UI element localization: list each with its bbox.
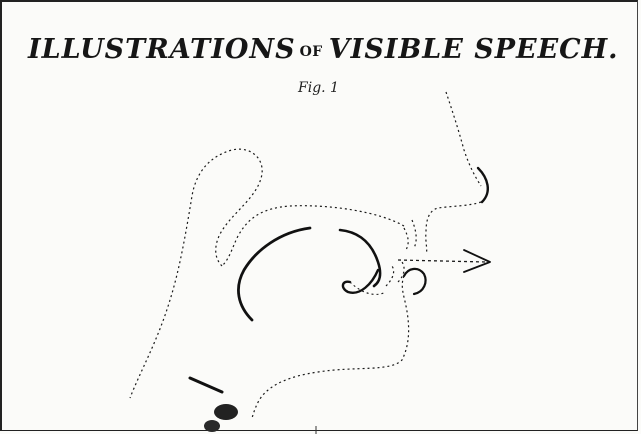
ink-blot <box>214 404 238 420</box>
chin-throat-outline <box>252 276 409 418</box>
title-part-illustrations: ILLUSTRATIONS <box>28 34 296 65</box>
upper-teeth <box>404 220 416 250</box>
figure-label: Fig. 1 <box>298 80 339 96</box>
glottis-mark <box>190 378 222 392</box>
title-part-visible-speech: VISIBLE SPEECH. <box>328 34 619 65</box>
face-profile-upper <box>446 92 481 186</box>
ink-blot-small <box>204 420 220 432</box>
nose-tip <box>478 168 488 202</box>
breath-arrow-shaft <box>398 260 486 262</box>
lower-teeth <box>386 262 404 286</box>
upper-lip <box>426 202 481 254</box>
breath-arrow-head <box>464 250 490 272</box>
tongue-back <box>238 228 310 320</box>
title-part-of: OF <box>299 44 323 60</box>
tongue-tip <box>343 270 378 293</box>
lower-lip <box>404 269 426 294</box>
